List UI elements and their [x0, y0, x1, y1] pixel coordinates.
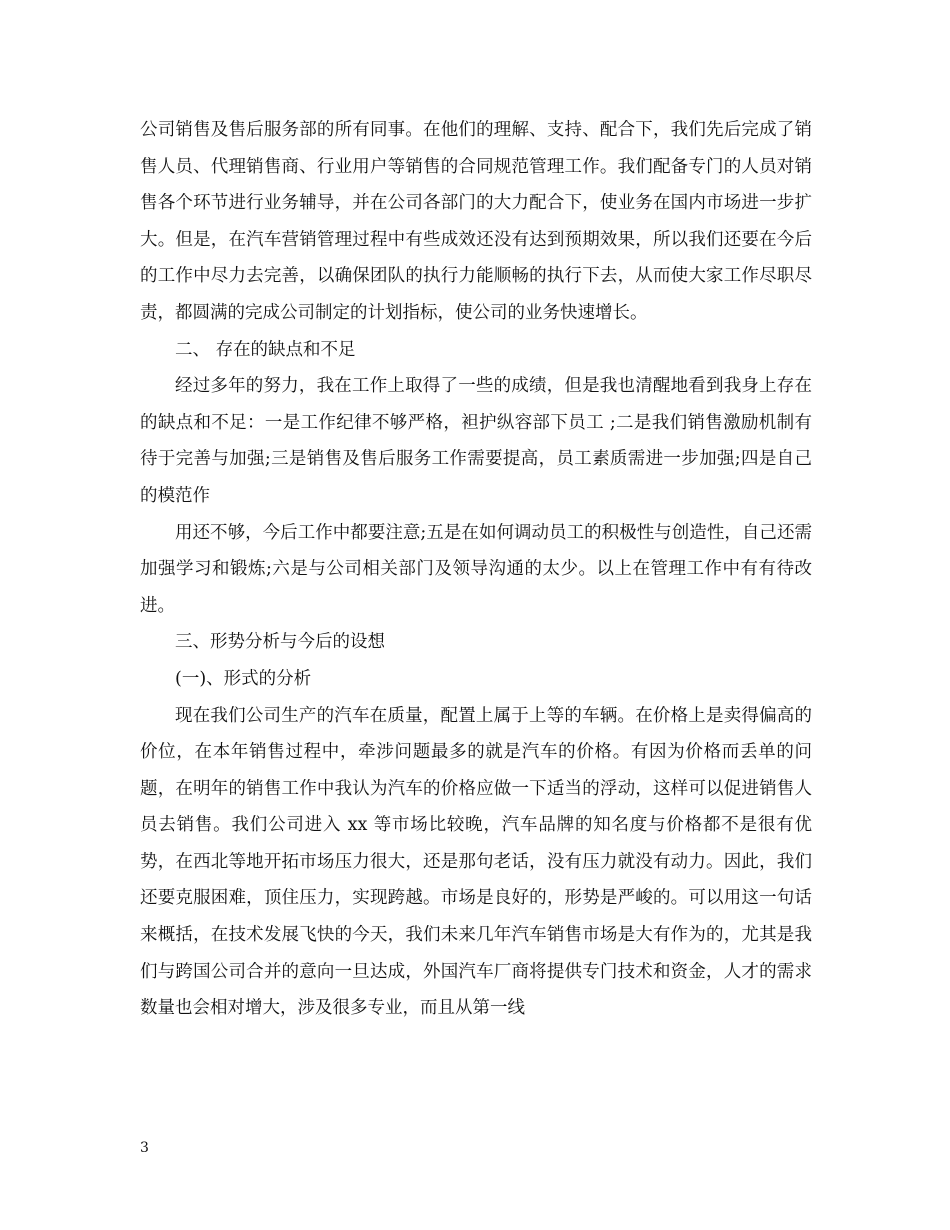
paragraph-shortcomings-2: 用还不够，今后工作中都要注意;五是在如何调动员工的积极性与创造性，自己还需加强学习和锻炼;六是与公司相关部门及领导沟通的太少。以上在管理工作中有有待改进。: [140, 522, 812, 616]
subheading-form-analysis: (一)、形式的分析: [175, 668, 312, 689]
page-number: 3: [140, 1140, 149, 1156]
paragraph-market-analysis: 现在我们公司生产的汽车在质量，配置上属于上等的车辆。在价格上是卖得偏高的价位，在本年销售过程中，牵涉问题最多的就是汽车的价格。有因为价格而丢单的问题，在明年的销售工作中我认为汽车的价格应做一下适当的浮动，这样可以促进销售人员去销售。我们公司进入 xx 等市场比较晚，汽车品牌的知名度与价格都不是很有优势，在西北等地开拓市场压力很大，还是那句老话，没有压力就没有动力。因此，我们还要克服困难，顶住压力，实现跨越。市场是良好的，形势是严峻的。可以用这一句话来概括，在技术发展飞快的今天，我们未来几年汽车销售市场是大有作为的，尤其是我们与跨国公司合并的意向一旦达成，外国汽车厂商将提供专门技术和资金，人才的需求数量也会相对增大，涉及很多专业，而且从第一线: [140, 705, 812, 1019]
paragraph-shortcomings-1: 经过多年的努力，我在工作上取得了一些的成绩，但是我也清醒地看到我身上存在的缺点和不足：一是工作纪律不够严格，袒护纵容部下员工 ;二是我们销售激励机制有待于完善与加强;三是销售及售后服务工作需要提高，员工素质需进一步加强;四是自己的模范作: [140, 376, 812, 506]
paragraph-sales-service: 公司销售及售后服务部的所有同事。在他们的理解、支持、配合下，我们先后完成了销售人员、代理销售商、行业用户等销售的合同规范管理工作。我们配备专门的人员对销售各个环节进行业务辅导，并在公司各部门的大力配合下，使业务在国内市场进一步扩大。但是，在汽车营销管理过程中有些成效还没有达到预期效果，所以我们还要在今后的工作中尽力去完善，以确保团队的执行力能顺畅的执行下去，从而使大家工作尽职尽责，都圆满的完成公司制定的计划指标，使公司的业务快速增长。: [140, 120, 812, 323]
heading-situation-analysis: 三、形势分析与今后的设想: [175, 632, 385, 653]
document-body: [140, 112, 812, 1027]
heading-shortcomings: 二、 存在的缺点和不足: [175, 339, 356, 360]
